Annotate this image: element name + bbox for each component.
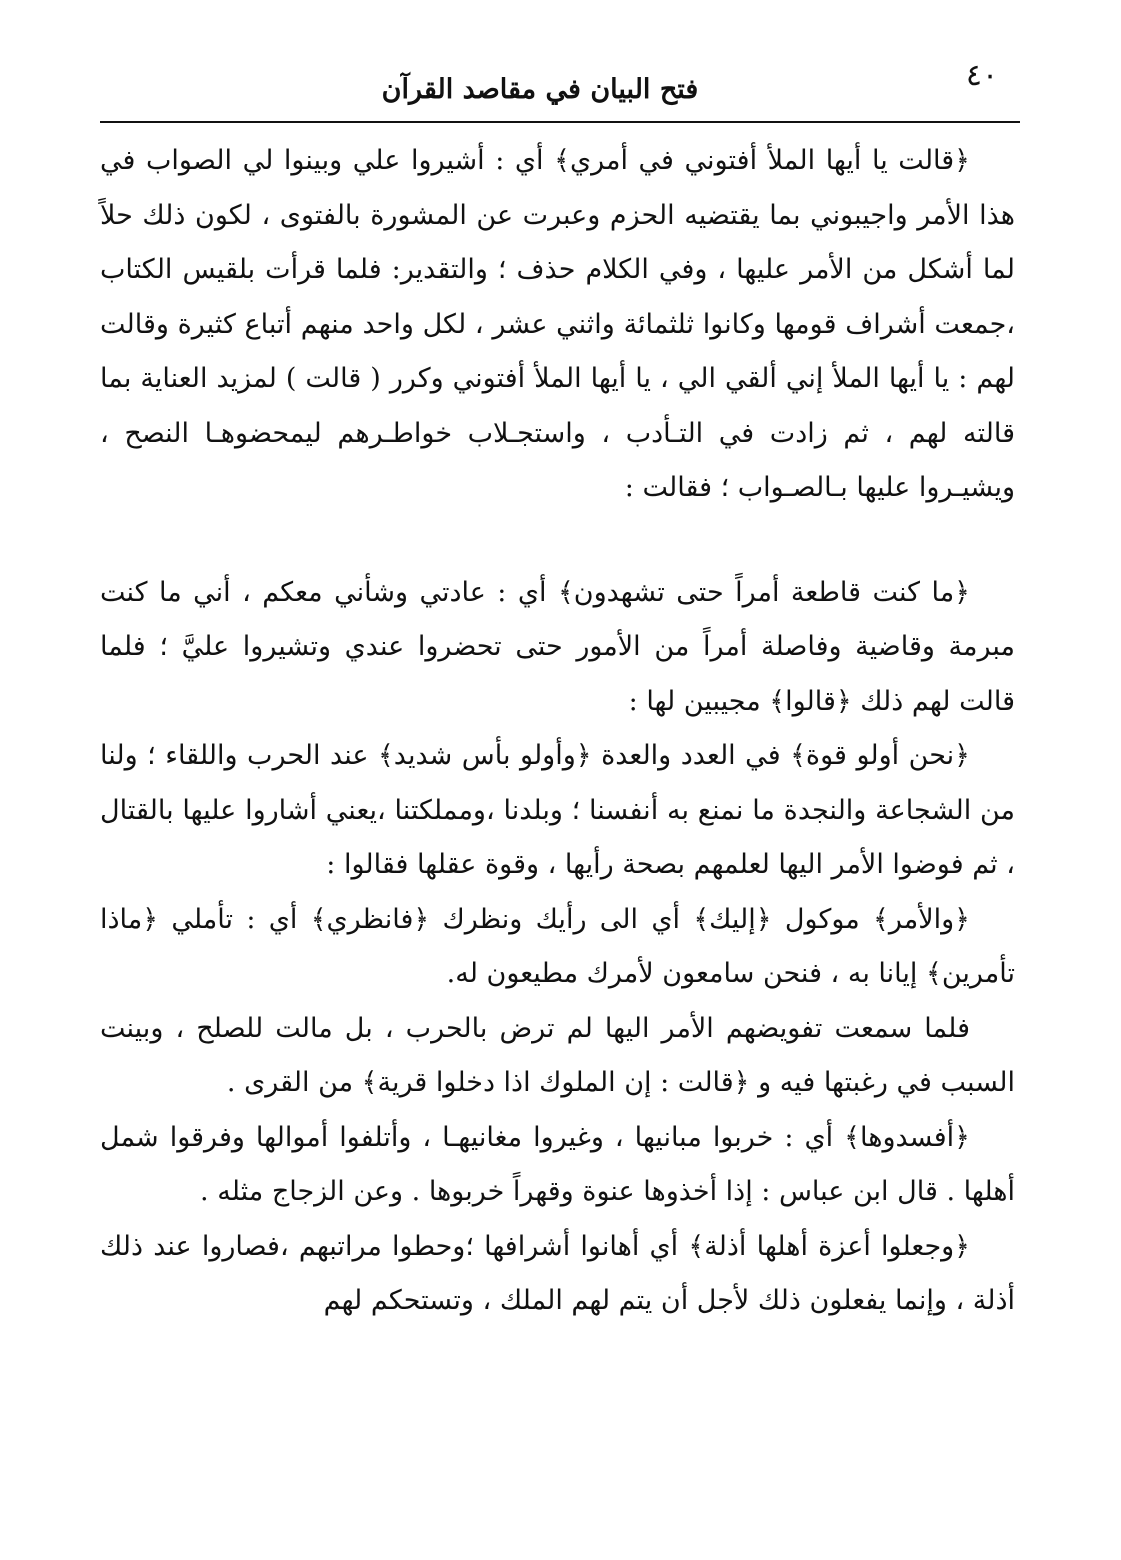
paragraph-2: ﴿ما كنت قاطعة أمراً حتى تشهدون﴾ أي : عادتي وشأني معكم ، أني ما كنت مبرمة وقاضية وفاصلة أمراً من الأمور حتى تحضروا عندي وتشيروا عليَّ ؛ فلما قالت لهم ذلك ﴿قالوا﴾ مجيبين لها :: [100, 576, 1015, 717]
paragraph-1: ﴿قالت يا أيها الملأ أفتوني في أمري﴾ أي : أشيروا علي وبينوا لي الصواب في هذا الأمر واجيبوني بما يقتضيه الحزم وعبرت عن المشورة بالفتوى ، لكون ذلك حلاً لما أشكل من الأمر عليها ، وفي الكلام حذف ؛ والتقدير: فلما قرأت بلقيس الكتاب ،جمعت أشراف قومها وكانوا ثلثمائة واثني عشر ، لكل واحد منهم أتباع كثيرة وقالت لهم : يا أيها الملأ إني ألقي الي ، يا أيها الملأ أفتوني وكرر ( قالت ) لمزيد العناية بما قالته لهم ، ثم زادت في التـأدب ، واستجـلاب خواطـرهم ليمحضوهـا النصح ، ويشيـروا عليها بـالصـواب ؛ فقالت :: [100, 145, 1015, 503]
header-divider: [100, 121, 1020, 123]
paragraph-7: ﴿وجعلوا أعزة أهلها أذلة﴾ أي أهانوا أشرافها ؛وحطوا مراتبهم ،فصاروا عند ذلك أذلة ، وإنما يفعلون ذلك لأجل أن يتم لهم الملك ، وتستحكم لهم: [100, 1230, 1015, 1316]
page-number: ٤٠: [965, 58, 999, 93]
paragraph-5: فلما سمعت تفويضهم الأمر اليها لم ترض بالحرب ، بل مالت للصلح ، وبينت السبب في رغبتها فيه و ﴿قالت : إن الملوك اذا دخلوا قرية﴾ من القرى .: [100, 1012, 1015, 1098]
paragraph-4: ﴿والأمر﴾ موكول ﴿إليك﴾ أي الى رأيك ونظرك ﴿فانظري﴾ أي : تأملي ﴿ماذا تأمرين﴾ إيانا به ، فنحن سامعون لأمرك مطيعون له.: [100, 903, 1015, 989]
paragraph-3: ﴿نحن أولو قوة﴾ في العدد والعدة ﴿وأولو بأس شديد﴾ عند الحرب واللقاء ؛ ولنا من الشجاعة والنجدة ما نمنع به أنفسنا ؛ وبلدنا ،ومملكتنا ،يعني أشاروا عليها بالقتال ، ثم فوضوا الأمر اليها لعلمهم بصحة رأيها ، وقوة عقلها فقالوا :: [100, 740, 1015, 880]
page-body: [100, 134, 1015, 1329]
paragraph-spacer: [100, 516, 1015, 566]
running-title: فتح البيان في مقاصد القرآن: [381, 74, 699, 105]
paragraph-6: ﴿أفسدوها﴾ أي : خربوا مبانيها ، وغيروا مغانيهـا ، وأتلفوا أموالها وفرقوا شمل أهلها . قال ابن عباس : إذا أخذوها عنوة وقهراً خربوها . وعن الزجاج مثله .: [100, 1121, 1015, 1207]
